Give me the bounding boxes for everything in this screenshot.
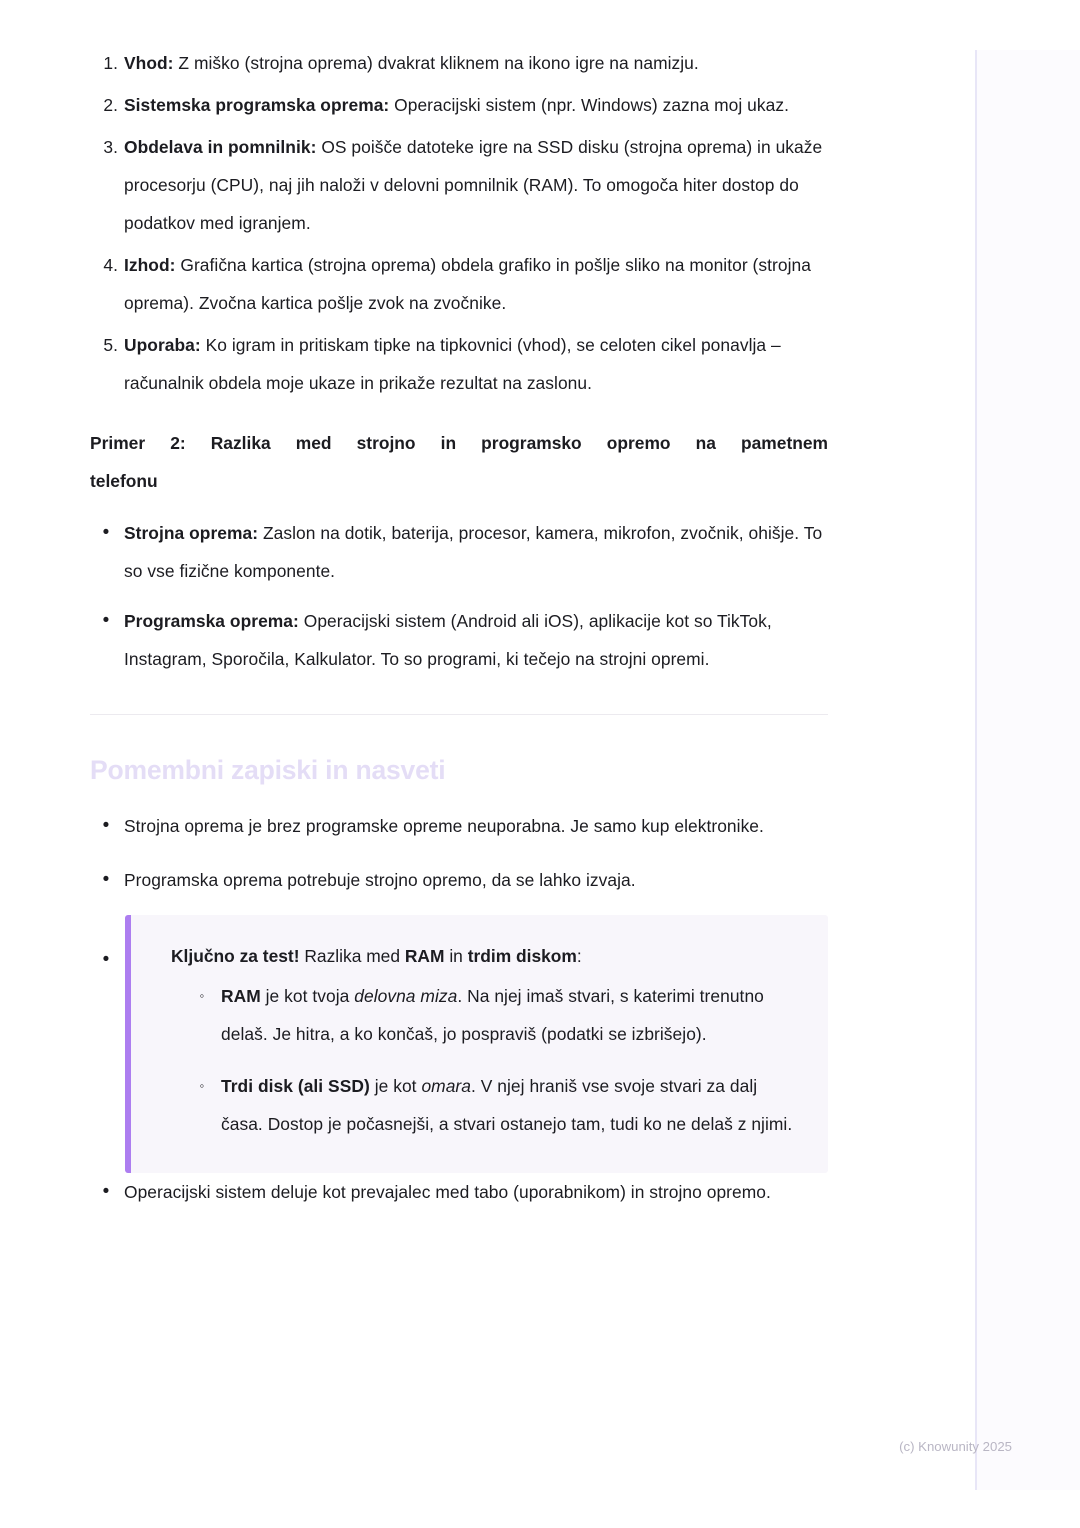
subheading-line-1: Primer 2: Razlika med strojno in programsko opremo na pametnem xyxy=(90,433,828,453)
list-item-lead: Uporaba: xyxy=(124,335,201,355)
bullet-marker: • xyxy=(102,815,110,836)
list-item xyxy=(90,1173,830,1211)
list-item xyxy=(90,128,830,242)
bullet-marker: • xyxy=(102,522,110,543)
list-item xyxy=(90,246,830,322)
list-item xyxy=(185,1067,798,1143)
callout-title-mid2: in xyxy=(444,946,468,966)
tips-list-continued xyxy=(90,1173,830,1211)
callout-title-mid: Razlika med xyxy=(299,946,405,966)
circle-bullet-marker: ◦ xyxy=(199,988,205,1003)
callout-sub-list xyxy=(171,977,798,1143)
list-item-italic: delovna miza xyxy=(354,986,458,1006)
bullet-marker: • xyxy=(102,949,110,970)
list-item-mid: je kot tvoja xyxy=(260,986,355,1006)
list-item xyxy=(90,86,830,124)
list-item xyxy=(90,602,830,678)
list-item xyxy=(90,44,830,82)
list-item xyxy=(90,326,830,402)
list-item xyxy=(90,807,830,845)
right-margin-rail xyxy=(975,50,1080,1490)
list-item-body: Operacijski sistem (Android ali iOS), aplikacije kot so TikTok, Instagram, Sporočila, Kalkulator. To so programi, ki tečejo na strojni opremi. xyxy=(124,611,772,669)
phone-comparison-list xyxy=(90,514,830,678)
section-divider xyxy=(90,714,828,715)
list-item-body: Strojna oprema je brez programske opreme neuporabna. Je samo kup elektronike. xyxy=(124,816,764,836)
list-item-body: Zaslon na dotik, baterija, procesor, kamera, mikrofon, zvočnik, ohišje. To so vse fizične komponente. xyxy=(124,523,823,581)
list-item-lead: Trdi disk (ali SSD) xyxy=(221,1076,370,1096)
list-marker: 1. xyxy=(103,53,118,73)
process-steps-list xyxy=(90,44,830,402)
list-marker: 5. xyxy=(103,335,118,355)
callout-title-term-disk: trdim diskom xyxy=(467,946,577,966)
list-item-body: OS poišče datoteke igre na SSD disku (strojna oprema) in ukaže procesorju (CPU), naj jih naloži v delovni pomnilnik (RAM). To omogoča hiter dostop do podatkov med igranjem. xyxy=(124,137,823,233)
subheading-primer-2 xyxy=(90,424,828,500)
bullet-marker: • xyxy=(102,869,110,890)
list-item xyxy=(90,861,830,899)
list-item-body: Z miško (strojna oprema) dvakrat kliknem na ikono igre na namizju. xyxy=(173,53,699,73)
list-item-lead: RAM xyxy=(221,986,261,1006)
list-item xyxy=(90,514,830,590)
callout-title xyxy=(171,937,798,975)
list-item-lead: Obdelava in pomnilnik: xyxy=(124,137,317,157)
list-item-lead: Vhod: xyxy=(124,53,174,73)
list-item-body: Operacijski sistem (npr. Windows) zazna moj ukaz. xyxy=(389,95,789,115)
bullet-marker: • xyxy=(102,1181,110,1202)
list-marker: 2. xyxy=(103,95,118,115)
list-item-body: Operacijski sistem deluje kot prevajalec med tabo (uporabnikom) in strojno opremo. xyxy=(124,1182,771,1202)
callout-title-end: : xyxy=(576,946,582,966)
list-item-body: Grafična kartica (strojna oprema) obdela grafiko in pošlje sliko na monitor (strojna oprema). Zvočna kartica pošlje zvok na zvočnike. xyxy=(124,255,811,313)
key-info-callout xyxy=(125,915,828,1173)
callout-title-lead: Ključno za test! xyxy=(171,946,300,966)
circle-bullet-marker: ◦ xyxy=(199,1078,205,1093)
list-item-body: Programska oprema potrebuje strojno opremo, da se lahko izvaja. xyxy=(124,870,636,890)
list-item-lead: Sistemska programska oprema: xyxy=(124,95,390,115)
list-item-rest: . V njej hraniš vse svoje stvari za dalj časa. Dostop je počasnejši, a stvari ostanejo tam, tudi ko ne delaš z njimi. xyxy=(221,1076,793,1134)
list-marker: 4. xyxy=(103,255,118,275)
list-item-lead: Strojna oprema: xyxy=(124,523,259,543)
callout-title-term-ram: RAM xyxy=(404,946,445,966)
list-item-mid: je kot xyxy=(369,1076,422,1096)
section-heading: Pomembni zapiski in nasveti xyxy=(90,755,446,785)
list-item xyxy=(185,977,798,1053)
list-item-rest: . Na njej imaš stvari, s katerimi trenutno delaš. Je hitra, a ko končaš, jo pospraviš (podatki se izbrišejo). xyxy=(221,986,764,1044)
list-marker: 3. xyxy=(103,137,118,157)
document-content xyxy=(90,44,830,1223)
subheading-line-2: telefonu xyxy=(90,471,158,491)
tips-list xyxy=(90,807,830,899)
callout-bullet-row xyxy=(90,915,830,1173)
list-item-body: Ko igram in pritiskam tipke na tipkovnici (vhod), se celoten cikel ponavlja – računalnik obdela moje ukaze in prikaže rezultat na zaslonu. xyxy=(124,335,781,393)
copyright-footer: (c) Knowunity 2025 xyxy=(899,1439,1012,1454)
list-item-lead: Izhod: xyxy=(124,255,176,275)
list-item-lead: Programska oprema: xyxy=(124,611,299,631)
bullet-marker: • xyxy=(102,610,110,631)
list-item-italic: omara xyxy=(421,1076,471,1096)
